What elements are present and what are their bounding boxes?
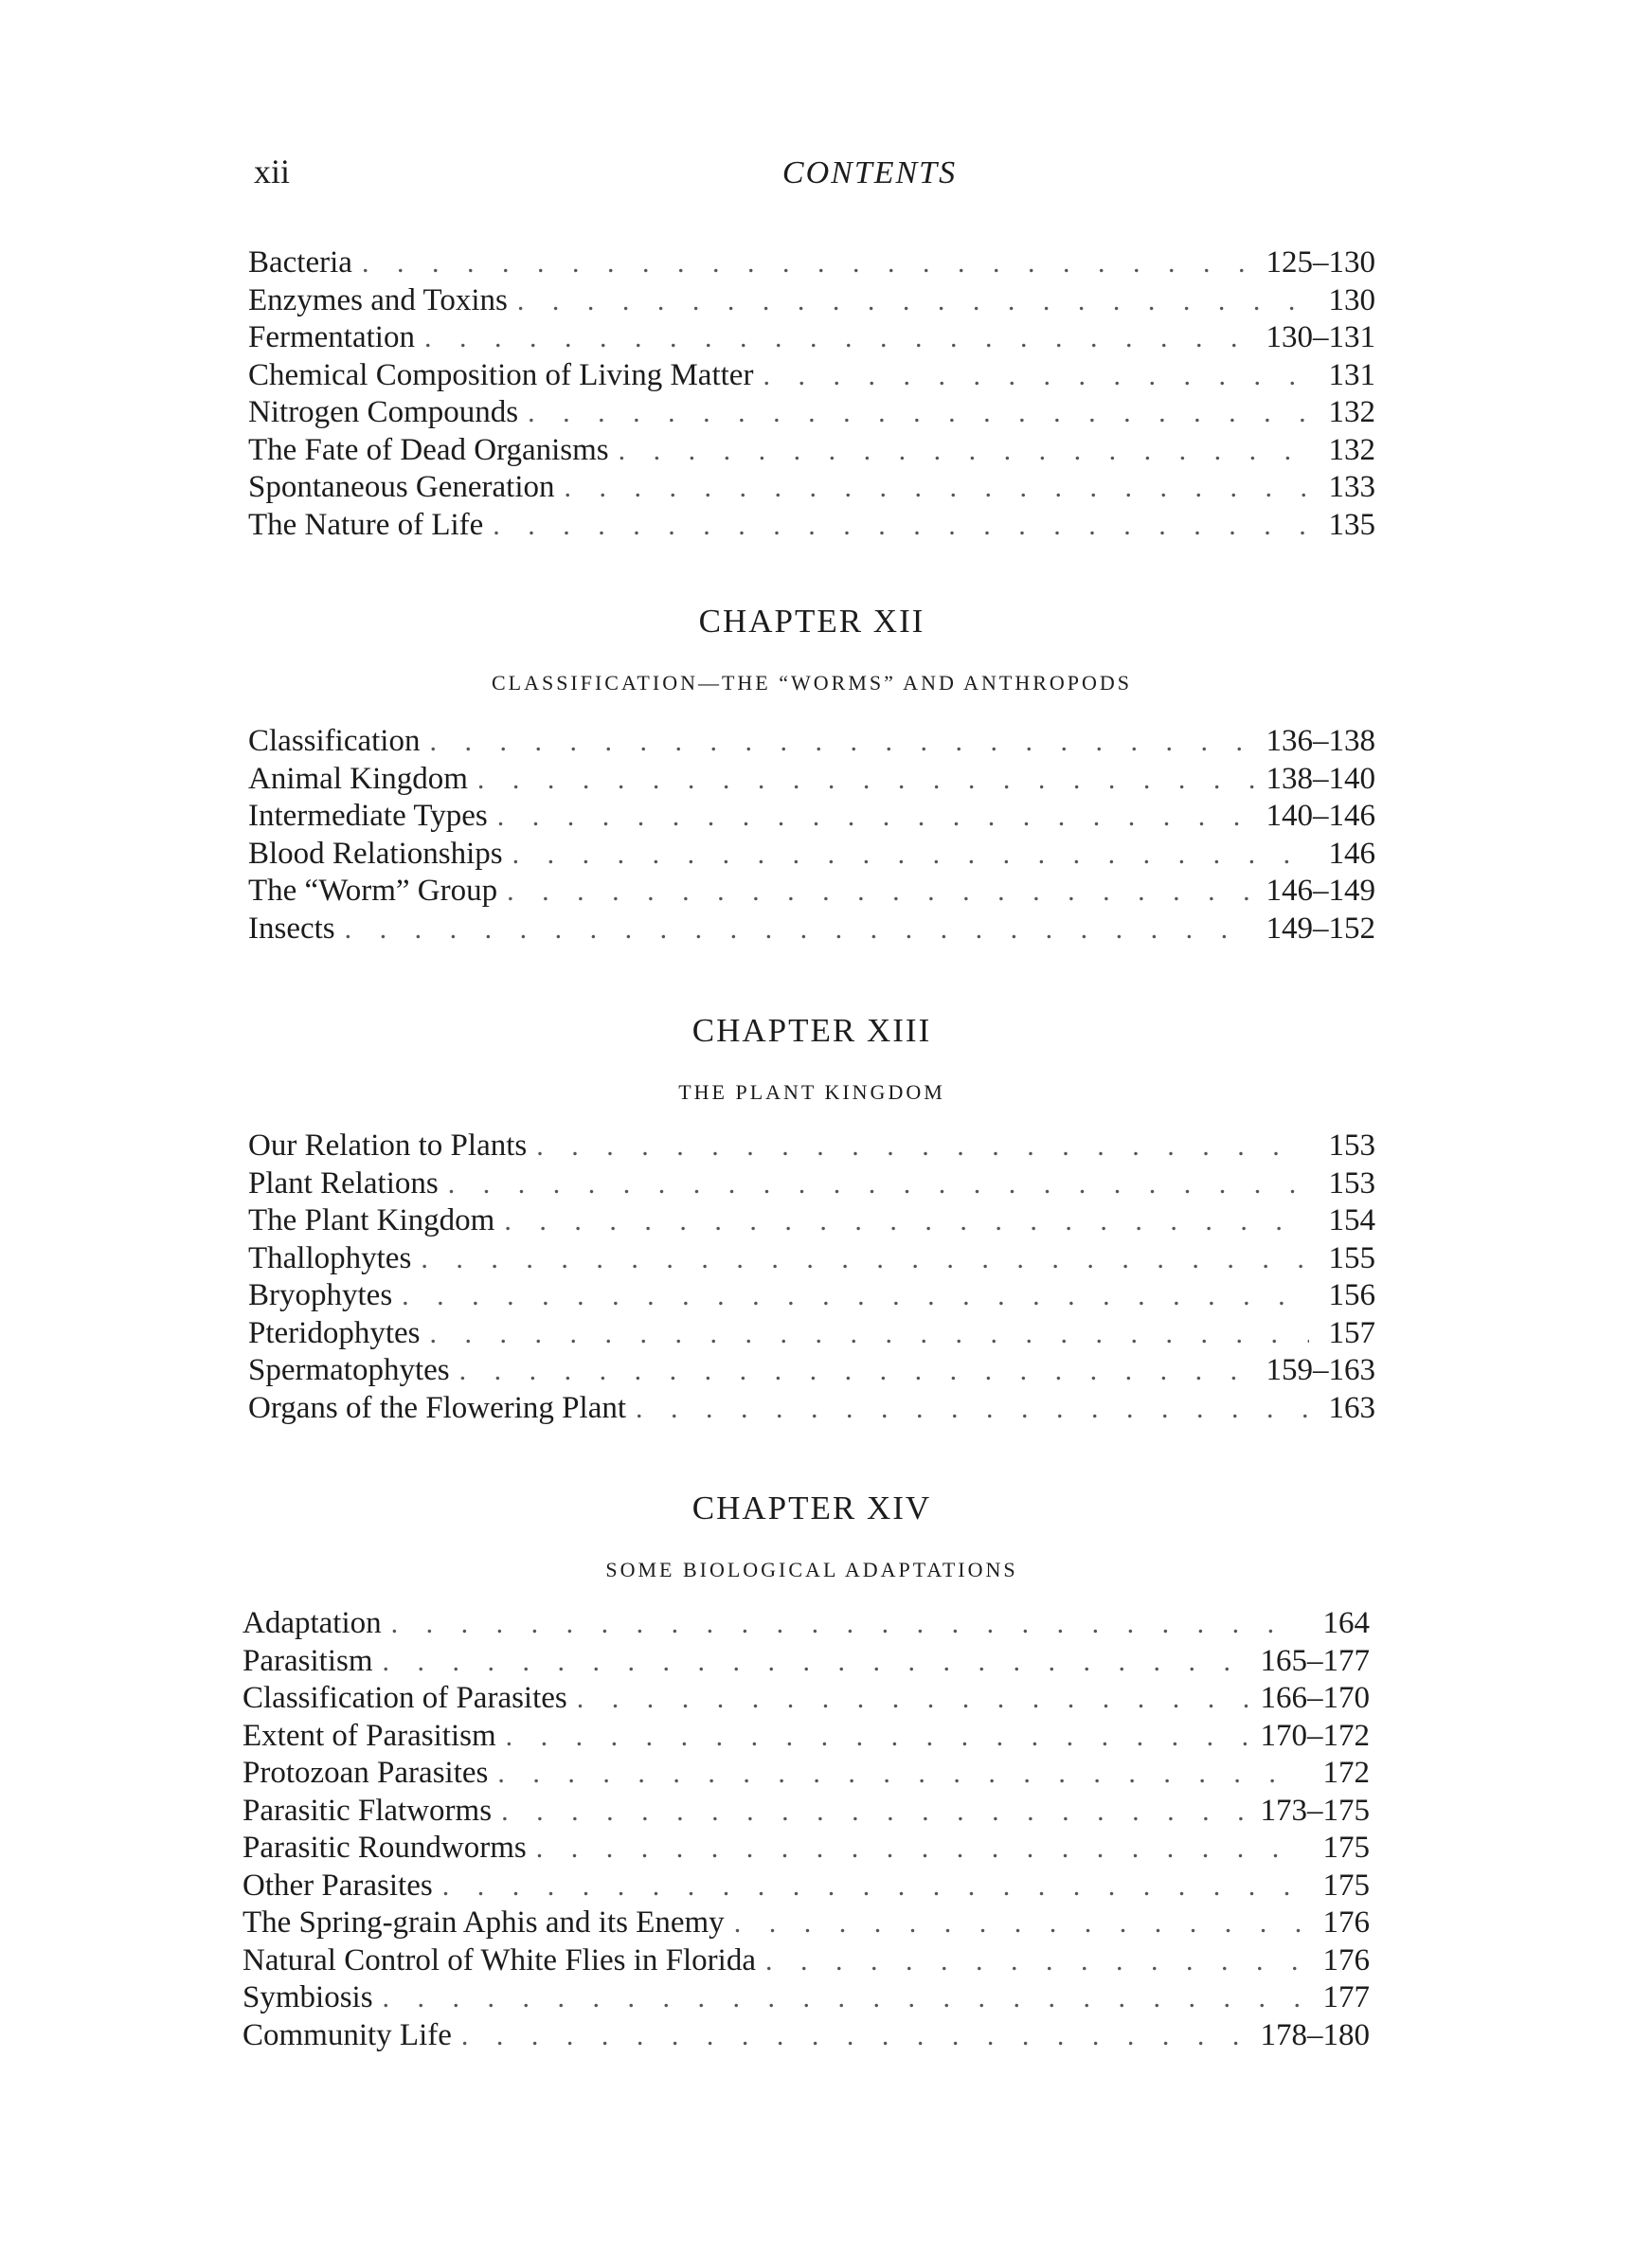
toc-list-continued xyxy=(248,244,1375,544)
toc-list-chapter-xii xyxy=(248,723,1375,948)
toc-entry-pages: 155 xyxy=(1328,1240,1375,1275)
toc-entry xyxy=(242,1868,1370,1905)
dot-leader xyxy=(391,1605,1303,1643)
toc-entry-pages: 130–131 xyxy=(1266,320,1375,354)
chapter-heading: CHAPTER XIV xyxy=(691,1490,932,1526)
dot-leader xyxy=(765,1942,1303,1980)
chapter-subtitle: CLASSIFICATION—THE “WORMS” AND ANTHROPODS xyxy=(491,671,1133,695)
toc-entry-pages: 170–172 xyxy=(1260,1718,1370,1753)
toc-entry-title: Bacteria xyxy=(248,245,352,280)
toc-entry xyxy=(248,394,1375,432)
toc-entry-title: Parasitic Roundworms xyxy=(242,1831,527,1865)
toc-entry-title: Our Relation to Plants xyxy=(248,1128,528,1163)
dot-leader xyxy=(493,507,1309,545)
dot-leader xyxy=(383,1979,1303,2017)
toc-entry xyxy=(242,1942,1370,1980)
toc-entry-pages: 178–180 xyxy=(1260,2017,1370,2052)
dot-leader xyxy=(501,1793,1250,1831)
toc-entry xyxy=(248,1202,1375,1240)
dot-leader xyxy=(506,1718,1251,1756)
toc-entry xyxy=(248,432,1375,470)
toc-entry-title: Classification of Parasites xyxy=(242,1681,567,1715)
toc-entry-pages: 172 xyxy=(1322,1756,1370,1790)
toc-entry-title: Classification xyxy=(248,724,421,758)
toc-entry-pages: 132 xyxy=(1328,395,1375,429)
page-number: xii xyxy=(254,153,291,190)
toc-entry-title: Insects xyxy=(248,911,335,946)
toc-entry-title: Animal Kingdom xyxy=(248,761,468,796)
toc-entry-title: Symbiosis xyxy=(242,1980,373,2014)
toc-entry-title: Parasitic Flatworms xyxy=(242,1793,493,1828)
toc-entry-pages: 175 xyxy=(1322,1831,1370,1865)
toc-entry-pages: 125–130 xyxy=(1266,245,1375,280)
toc-entry-title: Intermediate Types xyxy=(248,799,488,833)
toc-entry-pages: 159–163 xyxy=(1266,1353,1375,1387)
toc-entry xyxy=(242,1979,1370,2017)
toc-entry-title: Pteridophytes xyxy=(248,1315,421,1350)
dot-leader xyxy=(477,761,1257,799)
toc-entry-pages: 149–152 xyxy=(1266,911,1375,946)
dot-leader xyxy=(734,1905,1303,1942)
toc-entry-pages: 133 xyxy=(1328,470,1375,504)
toc-entry-title: Bryophytes xyxy=(248,1278,393,1312)
dot-leader xyxy=(362,244,1257,282)
toc-entry-pages: 135 xyxy=(1328,507,1375,542)
toc-entry-pages: 153 xyxy=(1328,1128,1375,1163)
dot-leader xyxy=(497,1755,1303,1793)
toc-entry xyxy=(242,1680,1370,1718)
toc-entry-pages: 175 xyxy=(1322,1868,1370,1903)
toc-entry-pages: 138–140 xyxy=(1266,761,1375,796)
toc-entry-title: Blood Relationships xyxy=(248,836,503,871)
toc-entry xyxy=(248,357,1375,395)
dot-leader xyxy=(421,1240,1309,1278)
toc-entry-title: Chemical Composition of Living Matter xyxy=(248,357,754,392)
dot-leader xyxy=(636,1390,1309,1428)
toc-entry xyxy=(242,1905,1370,1942)
dot-leader xyxy=(763,357,1309,395)
dot-leader xyxy=(429,723,1256,761)
toc-entry-title: Enzymes and Toxins xyxy=(248,282,508,317)
toc-entry-pages: 165–177 xyxy=(1260,1643,1370,1678)
toc-entry xyxy=(242,1793,1370,1831)
toc-entry-title: Adaptation xyxy=(242,1606,382,1640)
toc-entry-pages: 176 xyxy=(1322,1905,1370,1940)
dot-leader xyxy=(461,2017,1251,2055)
toc-entry xyxy=(242,1755,1370,1793)
toc-entry-pages: 136–138 xyxy=(1266,724,1375,758)
toc-entry xyxy=(248,1315,1375,1353)
toc-entry-pages: 173–175 xyxy=(1260,1793,1370,1828)
toc-entry-title: Other Parasites xyxy=(242,1868,433,1903)
toc-entry-pages: 153 xyxy=(1328,1165,1375,1201)
toc-entry xyxy=(248,1390,1375,1428)
chapter-heading: CHAPTER XIII xyxy=(691,1012,932,1049)
toc-entry xyxy=(248,798,1375,836)
dot-leader xyxy=(459,1352,1257,1390)
toc-entry-title: Thallophytes xyxy=(248,1240,412,1275)
toc-entry-title: Parasitism xyxy=(242,1643,373,1678)
toc-entry xyxy=(248,1240,1375,1278)
chapter-heading: CHAPTER XII xyxy=(698,603,925,640)
dot-leader xyxy=(424,319,1257,357)
toc-entry-title: Natural Control of White Flies in Florida xyxy=(242,1942,756,1977)
toc-entry xyxy=(248,836,1375,874)
toc-list-chapter-xiv xyxy=(242,1605,1370,2054)
toc-entry xyxy=(248,319,1375,357)
dot-leader xyxy=(565,469,1309,507)
toc-list-chapter-xiii xyxy=(248,1128,1375,1427)
dot-leader xyxy=(448,1165,1309,1203)
toc-entry xyxy=(242,1605,1370,1643)
toc-entry-pages: 131 xyxy=(1328,357,1375,392)
toc-entry xyxy=(242,2017,1370,2055)
toc-entry-pages: 132 xyxy=(1328,432,1375,467)
toc-entry xyxy=(248,723,1375,761)
toc-entry-pages: 156 xyxy=(1328,1278,1375,1312)
toc-entry-title: Fermentation xyxy=(248,320,415,354)
toc-entry-pages: 140–146 xyxy=(1266,799,1375,833)
toc-entry xyxy=(248,911,1375,948)
toc-entry xyxy=(248,282,1375,320)
toc-entry-title: Community Life xyxy=(242,2017,452,2052)
toc-entry-title: The Fate of Dead Organisms xyxy=(248,432,609,467)
toc-entry xyxy=(242,1830,1370,1868)
toc-entry xyxy=(248,507,1375,545)
toc-entry-title: Plant Relations xyxy=(248,1165,439,1201)
dot-leader xyxy=(528,394,1309,432)
toc-entry xyxy=(248,244,1375,282)
toc-entry xyxy=(248,873,1375,911)
toc-entry xyxy=(248,1352,1375,1390)
toc-entry xyxy=(242,1718,1370,1756)
toc-entry-title: Organs of the Flowering Plant xyxy=(248,1390,627,1425)
chapter-subtitle: THE PLANT KINGDOM xyxy=(678,1080,945,1104)
toc-entry xyxy=(248,1277,1375,1315)
toc-entry-title: The “Worm” Group xyxy=(248,874,498,908)
toc-entry-pages: 157 xyxy=(1328,1315,1375,1350)
toc-entry-title: Nitrogen Compounds xyxy=(248,395,519,429)
toc-entry-pages: 166–170 xyxy=(1260,1681,1370,1715)
toc-entry-pages: 176 xyxy=(1322,1942,1370,1977)
dot-leader xyxy=(429,1315,1309,1353)
toc-entry-pages: 177 xyxy=(1322,1980,1370,2014)
dot-leader xyxy=(577,1680,1251,1718)
toc-entry-title: The Spring-grain Aphis and its Enemy xyxy=(242,1905,725,1940)
toc-entry-pages: 164 xyxy=(1322,1606,1370,1640)
toc-entry-title: Spontaneous Generation xyxy=(248,470,555,504)
toc-entry-pages: 154 xyxy=(1328,1203,1375,1237)
toc-entry xyxy=(242,1643,1370,1681)
running-title: CONTENTS xyxy=(781,155,958,190)
toc-entry-pages: 130 xyxy=(1328,282,1375,317)
dot-leader xyxy=(512,836,1309,874)
toc-entry xyxy=(248,1165,1375,1203)
dot-leader xyxy=(507,873,1256,911)
dot-leader xyxy=(536,1128,1309,1165)
toc-entry-title: Extent of Parasitism xyxy=(242,1718,496,1753)
toc-entry xyxy=(248,1128,1375,1165)
toc-entry-title: Spermatophytes xyxy=(248,1353,450,1387)
toc-entry-title: The Nature of Life xyxy=(248,507,484,542)
toc-entry-title: The Plant Kingdom xyxy=(248,1203,495,1237)
toc-entry-title: Protozoan Parasites xyxy=(242,1756,489,1790)
dot-leader xyxy=(497,798,1257,836)
dot-leader xyxy=(383,1643,1251,1681)
running-head xyxy=(254,152,1372,208)
dot-leader xyxy=(442,1868,1303,1905)
dot-leader xyxy=(504,1202,1309,1240)
dot-leader xyxy=(536,1830,1303,1868)
dot-leader xyxy=(619,432,1309,470)
toc-entry-pages: 146–149 xyxy=(1266,874,1375,908)
toc-entry xyxy=(248,469,1375,507)
dot-leader xyxy=(345,911,1257,948)
toc-entry-pages: 146 xyxy=(1328,836,1375,871)
toc-entry-pages: 163 xyxy=(1328,1390,1375,1425)
toc-entry xyxy=(248,761,1375,799)
dot-leader xyxy=(517,282,1309,320)
chapter-subtitle: SOME BIOLOGICAL ADAPTATIONS xyxy=(605,1558,1018,1581)
dot-leader xyxy=(402,1277,1309,1315)
